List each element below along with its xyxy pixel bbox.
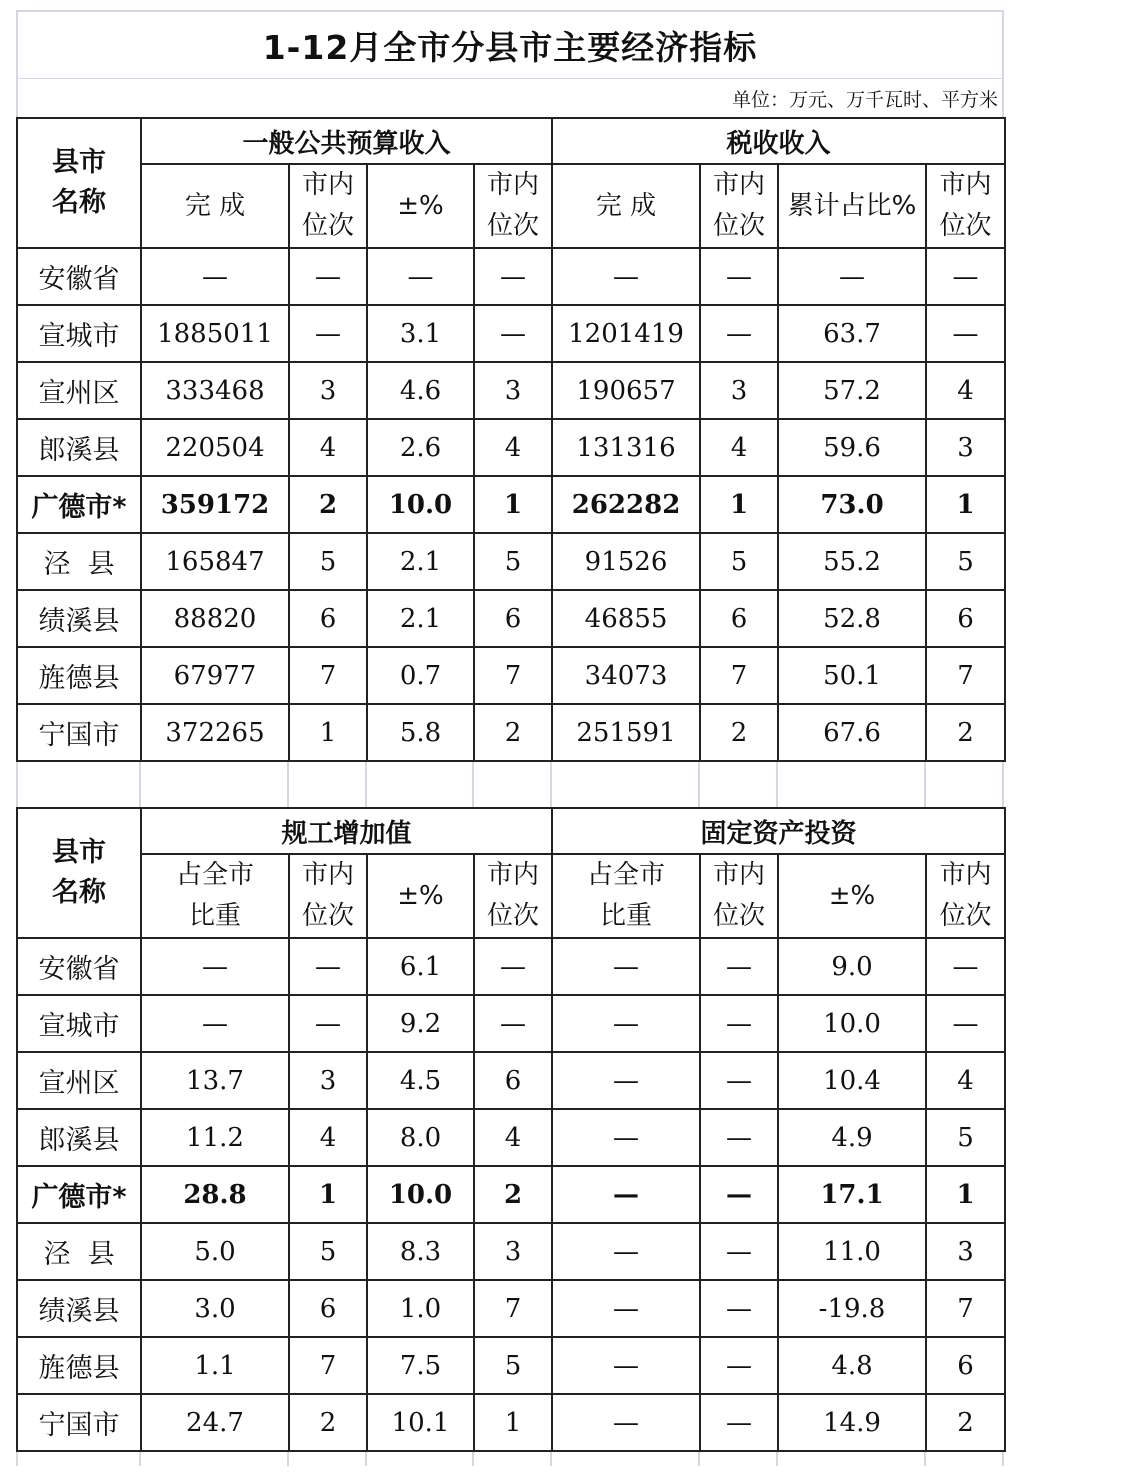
data-cell[interactable]: 6	[926, 590, 1005, 647]
data-cell[interactable]: 4.5	[367, 1052, 474, 1109]
table-row	[17, 1052, 1005, 1109]
data-cell[interactable]: 2	[926, 704, 1005, 761]
trailing-gridlines	[16, 1452, 1004, 1466]
data-cell[interactable]: 1	[474, 476, 552, 533]
title-cell[interactable]	[16, 10, 1004, 79]
county-name-cell[interactable]: 宁国市	[17, 704, 141, 761]
group-header[interactable]: 规工增加值	[141, 808, 552, 854]
table-row	[17, 1280, 1005, 1337]
data-cell[interactable]: 1	[289, 704, 367, 761]
data-cell[interactable]: 4	[289, 419, 367, 476]
data-cell[interactable]: 372265	[141, 704, 289, 761]
table-row	[17, 1223, 1005, 1280]
data-cell[interactable]: 0.7	[367, 647, 474, 704]
county-name-cell[interactable]: 旌德县	[17, 1337, 141, 1394]
county-name-cell[interactable]: 安徽省	[17, 938, 141, 995]
column-header[interactable]: 占全市 比重	[552, 854, 700, 938]
data-cell[interactable]: 10.1	[367, 1394, 474, 1451]
data-cell[interactable]: —	[289, 248, 367, 305]
county-name-cell[interactable]: 绩溪县	[17, 1280, 141, 1337]
table-row	[17, 533, 1005, 590]
data-cell[interactable]: 73.0	[778, 476, 926, 533]
data-cell[interactable]: —	[926, 305, 1005, 362]
data-cell[interactable]: 14.9	[778, 1394, 926, 1451]
column-header[interactable]: 市内 位次	[700, 854, 778, 938]
column-header[interactable]: 市内 位次	[700, 164, 778, 248]
county-name-cell[interactable]: 广德市*	[17, 476, 141, 533]
data-cell[interactable]: 333468	[141, 362, 289, 419]
data-cell[interactable]: 1	[926, 1166, 1005, 1223]
data-cell[interactable]: —	[552, 248, 700, 305]
data-cell[interactable]: 5.0	[141, 1223, 289, 1280]
data-cell[interactable]: —	[926, 995, 1005, 1052]
data-cell[interactable]: —	[552, 1223, 700, 1280]
data-cell[interactable]: 10.0	[367, 1166, 474, 1223]
data-cell[interactable]: 50.1	[778, 647, 926, 704]
unit-cell[interactable]	[16, 79, 1004, 117]
column-header[interactable]: ±%	[778, 854, 926, 938]
data-cell[interactable]: 1.1	[141, 1337, 289, 1394]
data-cell[interactable]: 165847	[141, 533, 289, 590]
data-cell[interactable]: 55.2	[778, 533, 926, 590]
data-cell[interactable]: 3.0	[141, 1280, 289, 1337]
data-cell[interactable]: 3.1	[367, 305, 474, 362]
data-cell[interactable]: -19.8	[778, 1280, 926, 1337]
data-cell[interactable]: —	[289, 305, 367, 362]
data-cell[interactable]: 34073	[552, 647, 700, 704]
data-cell[interactable]: 4.8	[778, 1337, 926, 1394]
data-cell[interactable]: —	[289, 938, 367, 995]
data-cell[interactable]: —	[552, 938, 700, 995]
data-cell[interactable]: 2.1	[367, 533, 474, 590]
county-name-cell[interactable]: 宣城市	[17, 305, 141, 362]
data-cell[interactable]: —	[474, 938, 552, 995]
county-name-cell[interactable]: 郎溪县	[17, 419, 141, 476]
column-header[interactable]: 完 成	[141, 164, 289, 248]
county-name-cell[interactable]: 绩溪县	[17, 590, 141, 647]
data-cell[interactable]: 24.7	[141, 1394, 289, 1451]
data-cell[interactable]: 5	[289, 533, 367, 590]
data-cell[interactable]: 28.8	[141, 1166, 289, 1223]
column-header[interactable]: 累计占比%	[778, 164, 926, 248]
data-cell[interactable]: 262282	[552, 476, 700, 533]
column-header[interactable]: ±%	[367, 164, 474, 248]
data-cell[interactable]: 2.1	[367, 590, 474, 647]
data-cell[interactable]: —	[700, 938, 778, 995]
county-name-cell[interactable]: 郎溪县	[17, 1109, 141, 1166]
spreadsheet	[16, 10, 1004, 1466]
data-cell[interactable]: 7	[700, 647, 778, 704]
table-row	[17, 476, 1005, 533]
data-cell[interactable]: 7	[289, 1337, 367, 1394]
data-cell[interactable]: 6.1	[367, 938, 474, 995]
data-cell[interactable]: 251591	[552, 704, 700, 761]
data-cell[interactable]: 57.2	[778, 362, 926, 419]
data-cell[interactable]: 3	[926, 1223, 1005, 1280]
group-header[interactable]: 税收收入	[552, 118, 1005, 164]
unit-label: 单位：万元、万千瓦时、平方米	[731, 88, 998, 111]
data-cell[interactable]: 3	[474, 1223, 552, 1280]
data-cell[interactable]: 7	[474, 1280, 552, 1337]
data-cell[interactable]: —	[552, 1394, 700, 1451]
data-cell[interactable]: —	[778, 248, 926, 305]
data-cell[interactable]: 1.0	[367, 1280, 474, 1337]
data-cell[interactable]: 3	[700, 362, 778, 419]
data-cell[interactable]: 220504	[141, 419, 289, 476]
data-cell[interactable]: 6	[700, 590, 778, 647]
data-cell[interactable]: —	[474, 305, 552, 362]
county-name-cell[interactable]: 安徽省	[17, 248, 141, 305]
data-cell[interactable]: 63.7	[778, 305, 926, 362]
data-cell[interactable]: 131316	[552, 419, 700, 476]
data-cell[interactable]: 8.0	[367, 1109, 474, 1166]
data-cell[interactable]: 5.8	[367, 704, 474, 761]
data-cell[interactable]: 7	[926, 647, 1005, 704]
data-cell[interactable]: —	[552, 1052, 700, 1109]
data-cell[interactable]: 3	[926, 419, 1005, 476]
data-cell[interactable]: 9.0	[778, 938, 926, 995]
data-cell[interactable]: 17.1	[778, 1166, 926, 1223]
data-cell[interactable]: 2	[474, 704, 552, 761]
data-cell[interactable]: 6	[289, 1280, 367, 1337]
data-cell[interactable]: 52.8	[778, 590, 926, 647]
data-cell[interactable]: 10.4	[778, 1052, 926, 1109]
column-header[interactable]: 市内 位次	[926, 164, 1005, 248]
data-cell[interactable]: —	[552, 1166, 700, 1223]
page-title: 1-12月全市分县市主要经济指标	[262, 27, 758, 67]
data-cell[interactable]: 7	[474, 647, 552, 704]
column-header[interactable]: 占全市 比重	[141, 854, 289, 938]
data-cell[interactable]: —	[552, 1337, 700, 1394]
county-name-cell[interactable]: 广德市*	[17, 1166, 141, 1223]
data-cell[interactable]: 1	[474, 1394, 552, 1451]
table-row	[17, 1109, 1005, 1166]
county-name-header[interactable]: 县市 名称	[17, 808, 141, 938]
data-cell[interactable]: —	[700, 1109, 778, 1166]
data-cell[interactable]: 3	[474, 362, 552, 419]
data-cell[interactable]: —	[367, 248, 474, 305]
header-group-row	[17, 808, 1005, 854]
data-cell[interactable]: 1	[700, 476, 778, 533]
county-name-cell[interactable]: 宣州区	[17, 362, 141, 419]
table-row	[17, 1337, 1005, 1394]
data-cell[interactable]: —	[552, 1280, 700, 1337]
data-cell[interactable]: 190657	[552, 362, 700, 419]
data-cell[interactable]: 5	[700, 533, 778, 590]
data-cell[interactable]: 4	[926, 362, 1005, 419]
data-cell[interactable]: 6	[926, 1337, 1005, 1394]
data-cell[interactable]: —	[700, 248, 778, 305]
data-cell[interactable]: —	[552, 995, 700, 1052]
data-cell[interactable]: 11.2	[141, 1109, 289, 1166]
table-row	[17, 419, 1005, 476]
data-cell[interactable]: —	[552, 1109, 700, 1166]
data-cell[interactable]: —	[700, 1052, 778, 1109]
data-cell[interactable]: 2.6	[367, 419, 474, 476]
data-cell[interactable]: 1	[289, 1166, 367, 1223]
header-group-row	[17, 118, 1005, 164]
data-cell[interactable]: 7	[289, 647, 367, 704]
data-cell[interactable]: 3	[289, 362, 367, 419]
column-header[interactable]: 市内 位次	[926, 854, 1005, 938]
data-cell[interactable]: 9.2	[367, 995, 474, 1052]
table-row	[17, 590, 1005, 647]
county-name-cell[interactable]: 泾 县	[17, 1223, 141, 1280]
data-cell[interactable]: 10.0	[367, 476, 474, 533]
column-header[interactable]: 完 成	[552, 164, 700, 248]
data-cell[interactable]: —	[700, 1394, 778, 1451]
data-cell[interactable]: 4	[474, 419, 552, 476]
data-cell[interactable]: 13.7	[141, 1052, 289, 1109]
data-cell[interactable]: 4	[474, 1109, 552, 1166]
data-cell[interactable]: —	[926, 248, 1005, 305]
data-cell[interactable]: 6	[474, 1052, 552, 1109]
table-row	[17, 647, 1005, 704]
data-cell[interactable]: 4.9	[778, 1109, 926, 1166]
data-cell[interactable]: 11.0	[778, 1223, 926, 1280]
table-row	[17, 1394, 1005, 1451]
data-cell[interactable]: 1	[926, 476, 1005, 533]
data-cell[interactable]: 359172	[141, 476, 289, 533]
data-cell[interactable]: 5	[474, 1337, 552, 1394]
data-cell[interactable]: 7	[926, 1280, 1005, 1337]
data-cell[interactable]: —	[700, 1166, 778, 1223]
data-cell[interactable]: —	[289, 995, 367, 1052]
table-row	[17, 362, 1005, 419]
data-cell[interactable]: 5	[926, 533, 1005, 590]
data-cell[interactable]: 6	[289, 590, 367, 647]
table-row	[17, 704, 1005, 761]
indicator-table-1	[16, 117, 1006, 762]
county-name-cell[interactable]: 宣城市	[17, 995, 141, 1052]
data-cell[interactable]: 2	[289, 476, 367, 533]
data-cell[interactable]: —	[700, 995, 778, 1052]
data-cell[interactable]: 3	[289, 1052, 367, 1109]
data-cell[interactable]: 10.0	[778, 995, 926, 1052]
data-cell[interactable]: 4	[926, 1052, 1005, 1109]
column-header[interactable]: 市内 位次	[289, 854, 367, 938]
data-cell[interactable]: —	[926, 938, 1005, 995]
spacer-row	[16, 762, 1004, 807]
data-cell[interactable]: 67977	[141, 647, 289, 704]
table-row	[17, 938, 1005, 995]
data-cell[interactable]: 5	[926, 1109, 1005, 1166]
data-cell[interactable]: —	[700, 1337, 778, 1394]
county-name-header[interactable]: 县市 名称	[17, 118, 141, 248]
column-header[interactable]: 市内 位次	[474, 164, 552, 248]
group-header[interactable]: 一般公共预算收入	[141, 118, 552, 164]
data-cell[interactable]: 4	[289, 1109, 367, 1166]
data-cell[interactable]: —	[141, 995, 289, 1052]
data-cell[interactable]: —	[700, 305, 778, 362]
table-row	[17, 248, 1005, 305]
data-cell[interactable]: —	[474, 995, 552, 1052]
county-name-cell[interactable]: 旌德县	[17, 647, 141, 704]
indicator-table-2	[16, 807, 1006, 1452]
data-cell[interactable]: 8.3	[367, 1223, 474, 1280]
county-name-cell[interactable]: 宣州区	[17, 1052, 141, 1109]
data-cell[interactable]: —	[141, 248, 289, 305]
column-header[interactable]: ±%	[367, 854, 474, 938]
data-cell[interactable]: 5	[474, 533, 552, 590]
data-cell[interactable]: 4.6	[367, 362, 474, 419]
county-name-cell[interactable]: 泾 县	[17, 533, 141, 590]
data-cell[interactable]: 91526	[552, 533, 700, 590]
data-cell[interactable]: 67.6	[778, 704, 926, 761]
header-sub-row	[17, 854, 1005, 938]
group-header[interactable]: 固定资产投资	[552, 808, 1005, 854]
table-row	[17, 305, 1005, 362]
table-row	[17, 995, 1005, 1052]
data-cell[interactable]: 2	[289, 1394, 367, 1451]
data-cell[interactable]: 6	[474, 590, 552, 647]
data-cell[interactable]: —	[700, 1280, 778, 1337]
data-cell[interactable]: 2	[474, 1166, 552, 1223]
data-cell[interactable]: —	[141, 938, 289, 995]
data-cell[interactable]: 46855	[552, 590, 700, 647]
data-cell[interactable]: —	[700, 1223, 778, 1280]
column-header[interactable]: 市内 位次	[289, 164, 367, 248]
data-cell[interactable]: 2	[700, 704, 778, 761]
header-sub-row	[17, 164, 1005, 248]
data-cell[interactable]: 5	[289, 1223, 367, 1280]
column-header[interactable]: 市内 位次	[474, 854, 552, 938]
data-cell[interactable]: 1885011	[141, 305, 289, 362]
data-cell[interactable]: 88820	[141, 590, 289, 647]
data-cell[interactable]: 4	[700, 419, 778, 476]
data-cell[interactable]: 2	[926, 1394, 1005, 1451]
data-cell[interactable]: 7.5	[367, 1337, 474, 1394]
county-name-cell[interactable]: 宁国市	[17, 1394, 141, 1451]
table-row	[17, 1166, 1005, 1223]
data-cell[interactable]: 1201419	[552, 305, 700, 362]
data-cell[interactable]: 59.6	[778, 419, 926, 476]
data-cell[interactable]: —	[474, 248, 552, 305]
